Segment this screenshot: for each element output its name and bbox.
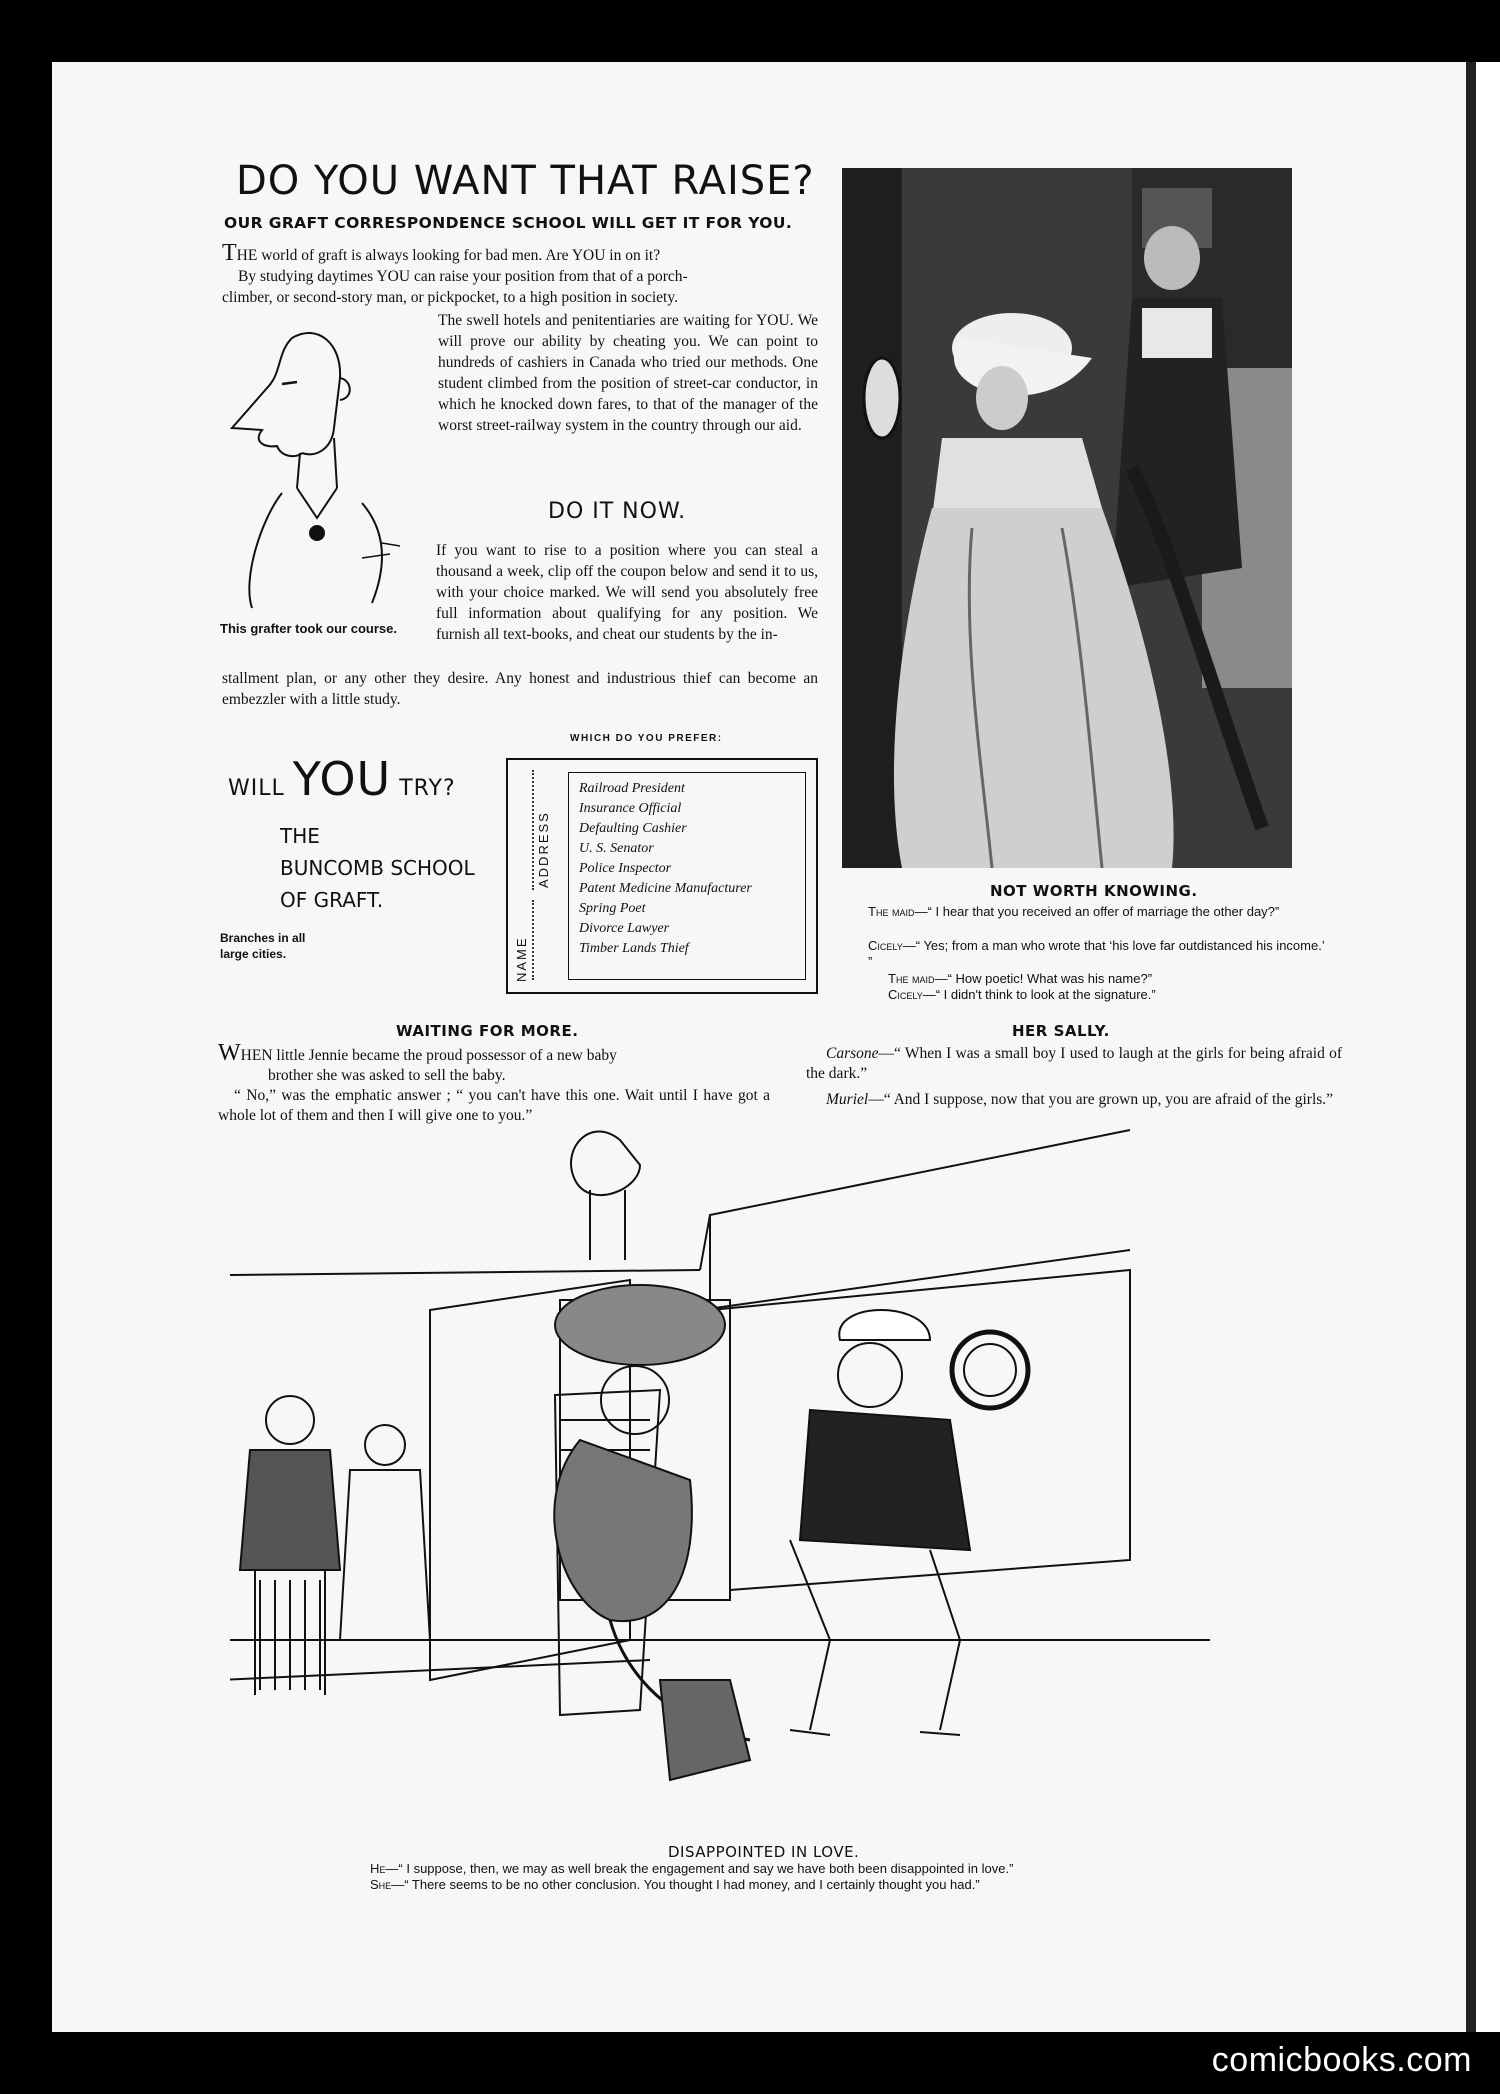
next-page-edge [1476, 62, 1500, 2032]
option-item: Police Inspector [579, 861, 672, 876]
she-line [370, 1877, 1230, 1893]
speaker: The maid [868, 904, 915, 919]
ad-paragraph-1-top [222, 240, 818, 308]
school-line-2: BUNCOMB SCHOOL [280, 856, 475, 880]
dialog-text: —“ I hear that you received an offer of marriage the other day?” [914, 904, 1280, 919]
dialog-text: —“ When I was a small boy I used to laugh at the girls for being afraid of the dark.” [806, 1045, 1342, 1082]
address-label: ADDRESS [536, 811, 551, 888]
story-rest: “ No,” was the emphatic answer ; “ you can't have this one. Wait until I have got a whole lot of them and then I will give one to you.” [218, 1087, 770, 1124]
drop-cap: W [218, 1040, 241, 1066]
will-you-try [228, 752, 456, 806]
speaker: Cicely [868, 938, 903, 953]
waiting-story [218, 1040, 770, 1126]
not-worth-line-3 [888, 971, 1330, 987]
ad-paragraph-2-narrow: If you want to rise to a position where you can steal a thousand a week, clip off the coupon below and send it to us, with your choice marked. We will send you absolutely free full information about qualifying for any position. We furnish all text-books, and cheat our students by the in- [436, 542, 818, 643]
coupon-options [568, 772, 806, 980]
ship-deck-cartoon-illustration [230, 1120, 1210, 1840]
option-item: Insurance Official [579, 801, 682, 816]
speaker: He [370, 1861, 386, 1876]
option-item: U. S. Senator [579, 841, 654, 856]
ad-title: DO YOU WANT THAT RAISE? [236, 158, 815, 204]
story-line-1: HEN little Jennie became the proud possessor of a new baby [240, 1047, 617, 1064]
sally-story [806, 1044, 1342, 1110]
he-line [370, 1861, 1230, 1877]
not-worth-knowing-title: NOT WORTH KNOWING. [990, 882, 1198, 900]
page-binding [1466, 62, 1476, 2032]
site-watermark: comicbooks.com [1211, 2041, 1472, 2079]
story-line-2: brother she was asked to sell the baby. [268, 1067, 506, 1084]
option-item: Spring Poet [579, 901, 646, 916]
dialog-text: —“ I didn't think to look at the signature.” [922, 987, 1156, 1002]
try-text: TRY? [399, 776, 456, 801]
her-sally-title: HER SALLY. [1012, 1022, 1110, 1040]
speaker: She [370, 1877, 392, 1892]
branches-caption: Branches in all large cities. [220, 931, 306, 961]
will-text: WILL [228, 776, 285, 801]
grafter-caption: This grafter took our course. [220, 621, 397, 636]
dialog-text: —“ I suppose, then, we may as well break the engagement and say we have both been disappointed in love.” [385, 1861, 1014, 1876]
ad-paragraph-2-wide: stallment plan, or any other they desire. Any honest and industrious thief can become an embezzler with a little study. [222, 670, 818, 708]
grafter-sketch-illustration [222, 318, 422, 618]
option-item: Defaulting Cashier [579, 821, 687, 836]
name-label: NAME [514, 936, 529, 982]
speaker: The maid [888, 971, 935, 986]
option-item: Divorce Lawyer [579, 921, 670, 936]
maid-and-lady-illustration [842, 168, 1292, 868]
dialog-text: —“ And I suppose, now that you are grown up, you are afraid of the girls.” [868, 1091, 1334, 1108]
option-item: Patent Medicine Manufacturer [579, 881, 752, 896]
option-item: Railroad President [579, 781, 685, 796]
address-dotted-line [532, 770, 534, 890]
school-line-3: OF GRAFT. [280, 888, 384, 912]
speaker: Cicely [888, 987, 923, 1002]
drop-cap: T [222, 240, 237, 266]
ad-subtitle: OUR GRAFT CORRESPONDENCE SCHOOL WILL GET IT FOR YOU. [224, 214, 793, 232]
dialog-text: —“ How poetic! What was his name?” [934, 971, 1153, 986]
not-worth-line-2 [868, 938, 1330, 970]
speaker: Muriel [826, 1091, 869, 1108]
option-item: Timber Lands Thief [579, 941, 689, 956]
school-line-1: THE [280, 824, 320, 848]
you-text: YOU [292, 752, 392, 806]
ad-paragraph-1-rest: The swell hotels and penitentiaries are waiting for YOU. We will prove our ability by cheating you. We can point to hundreds of cashiers in Canada who tried our methods. One student climbed from the position of street-car conductor, in which he knocked down fares, to that of the manager of the worst street-railway system in the country through our aid. [438, 312, 818, 434]
ad-line-3: climber, or second-story man, or pickpocket, to a high position in society. [222, 289, 678, 306]
ad-line-1: HE world of graft is always looking for bad men. Are YOU in on it? [236, 247, 661, 264]
dialog-text: —“ There seems to be no other conclusion. You thought I had money, and I certainly thought you had.” [391, 1877, 980, 1892]
coupon-heading: WHICH DO YOU PREFER: [570, 733, 723, 744]
not-worth-line-4 [888, 987, 1330, 1003]
coupon-box [506, 758, 818, 994]
speaker: Carsone [826, 1045, 879, 1062]
do-it-now-heading: DO IT NOW. [548, 499, 687, 524]
disappointed-in-love-title: DISAPPOINTED IN LOVE. [668, 1843, 860, 1861]
not-worth-line-1 [868, 904, 1330, 920]
name-dotted-line [532, 900, 534, 980]
waiting-for-more-title: WAITING FOR MORE. [396, 1022, 579, 1040]
dialog-text: —“ Yes; from a man who wrote that ‘his love far outdistanced his income.’ ” [868, 938, 1325, 969]
ad-line-2: By studying daytimes YOU can raise your position from that of a porch- [238, 268, 688, 285]
